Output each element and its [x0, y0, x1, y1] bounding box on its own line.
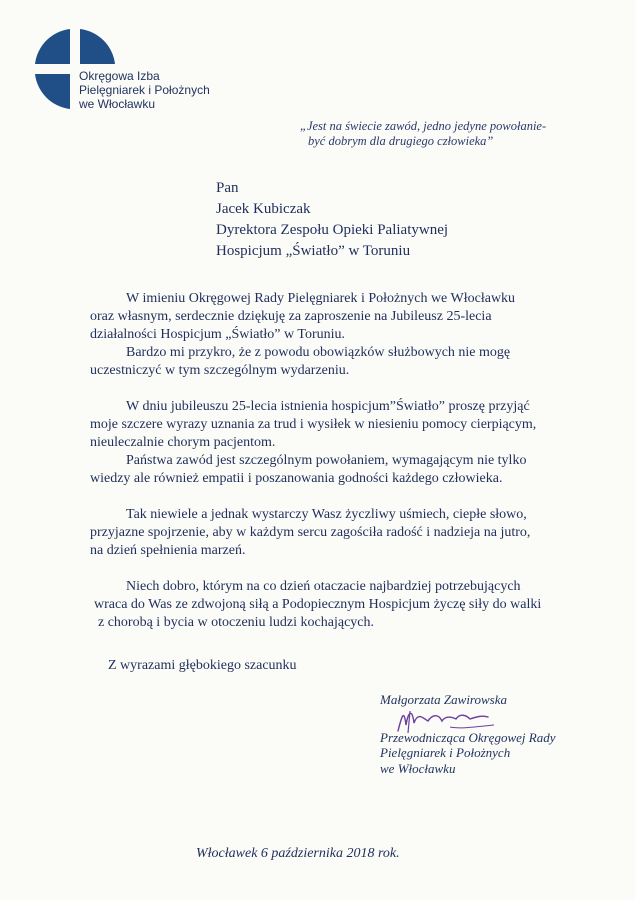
paragraph-line: Niech dobro, którym na co dzień otaczacie najbardziej potrzebujących	[126, 579, 521, 594]
signatory-title-line: we Włocławku	[380, 760, 456, 776]
recipient-line: Dyrektora Zespołu Opieki Paliatywnej	[216, 222, 449, 238]
org-name-line: we Włocławku	[79, 97, 156, 111]
recipient-line: Hospicjum „Światło” w Toruniu	[216, 243, 411, 259]
paragraph-line: Tak niewiele a jednak wystarczy Wasz życzliwy uśmiech, ciepłe słowo,	[126, 507, 527, 522]
org-name-line: Pielęgniarek i Położnych	[79, 83, 210, 97]
signatory-title-line: Pielęgniarek i Położnych	[380, 745, 511, 760]
paragraph-line: na dzień spełnienia marzeń.	[90, 543, 246, 558]
motto-line: „Jest na świecie zawód, jedno jedyne powołanie-	[300, 119, 547, 133]
paragraph-line: Bardzo mi przykro, że z powodu obowiązków służbowych nie mogę	[126, 345, 511, 360]
letter-date: Włocławek 6 października 2018 rok.	[196, 846, 400, 861]
handwritten-signature-icon	[390, 705, 500, 737]
paragraph-line: nieuleczalnie chorym pacjentom.	[90, 435, 276, 450]
recipient-line: Pan	[216, 180, 239, 196]
paragraph	[90, 452, 590, 488]
paragraph-line: przyjazne spojrzenie, aby w każdym sercu zagościła radość i nadzieja na jutro,	[90, 525, 531, 540]
paragraph-line: W dniu jubileuszu 25-lecia istnienia hospicjum”Światło” proszę przyjąć	[126, 399, 530, 414]
signatory-title-line: Przewodnicząca Okręgowej Rady	[380, 729, 556, 745]
recipient-line: Jacek Kubiczak	[216, 201, 311, 217]
paragraph-line: wraca do Was ze zdwojoną siłą a Podopiecznym Hospicjum życzę siły do walki	[94, 597, 542, 612]
motto	[300, 119, 610, 149]
letter-body	[90, 290, 590, 650]
signatory-name: Małgorzata Zawirowska	[380, 692, 508, 707]
paragraph-line: oraz własnym, serdecznie dziękuję za zaproszenie na Jubileusz 25-lecia	[90, 309, 492, 324]
org-name	[79, 69, 210, 111]
recipient-address	[216, 178, 448, 262]
paragraph-line: uczestniczyć w tym szczególnym wydarzeniu.	[90, 363, 350, 378]
paragraph-line: wiedzy ale również empatii i poszanowania godności każdego człowieka.	[90, 471, 503, 486]
paragraph	[90, 398, 590, 452]
paragraph-line: Państwa zawód jest szczególnym powołaniem, wymagającym nie tylko	[126, 453, 527, 468]
motto-line: być dobrym dla drugiego człowieka”	[308, 134, 494, 148]
paragraph-line: W imieniu Okręgowej Rady Pielęgniarek i Położnych we Włocławku	[126, 291, 516, 306]
org-name-line: Okręgowa Izba	[79, 69, 160, 83]
paragraph-line: z chorobą i bycia w otoczeniu ludzi kochających.	[98, 615, 374, 630]
paragraph-line: działalności Hospicjum „Światło” w Toruniu.	[90, 327, 345, 342]
paragraph	[90, 290, 590, 344]
paragraph	[90, 578, 590, 632]
closing-phrase: Z wyrazami głębokiego szacunku	[108, 658, 297, 673]
paragraph	[90, 506, 590, 560]
paragraph-line: moje szczere wyrazy uznania za trud i wysiłek w niesieniu pomocy cierpiącym,	[90, 417, 537, 432]
paragraph	[90, 344, 590, 380]
